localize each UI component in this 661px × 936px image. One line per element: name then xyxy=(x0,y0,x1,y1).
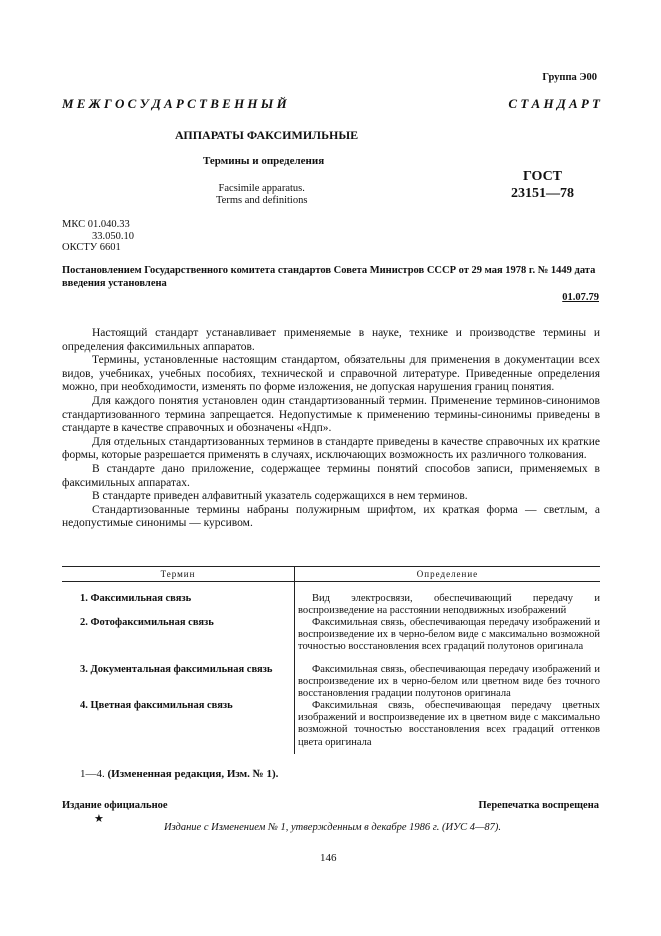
table-header-rule xyxy=(62,581,600,582)
decree-text: Постановлением Государственного комитета стандартов Совета Министров СССР от 29 мая 1978 г. № 1449 дата введения установлена xyxy=(62,265,596,289)
definition-3 xyxy=(298,664,600,701)
term-2: 2. Фотофаксимильная связь xyxy=(80,617,214,628)
table-top-rule xyxy=(62,566,600,567)
definition-4 xyxy=(298,700,600,749)
paragraph: Для каждого понятия установлен один стандартизованный термин. Применение терминов-синонимов стандартизованного термина запрещается. Недопустимые к применению термины-синонимы приведены в стандарте в качестве справочных и обозначены «Ндп». xyxy=(62,394,600,435)
introduction xyxy=(62,327,600,531)
gost-code: 23151—78 xyxy=(511,186,574,201)
table-column-divider xyxy=(294,566,295,754)
group-label: Группа Э00 xyxy=(542,72,597,83)
banner-standard: С Т А Н Д А Р Т xyxy=(508,96,600,111)
amendment-text: (Измененная редакция, Изм. № 1). xyxy=(107,768,279,780)
paragraph: В стандарте дано приложение, содержащее термины понятий способов записи, применяемых в факсимильных аппаратах. xyxy=(62,462,600,489)
reprint-prohibited: Перепечатка воспрещена xyxy=(478,800,599,811)
page-number: 146 xyxy=(320,852,337,864)
change-note: Издание с Изменением № 1, утвержденным в декабре 1986 г. (ИУС 4—87). xyxy=(164,822,501,833)
paragraph: Стандартизованные термины набраны полужирным шрифтом, их краткая форма — светлым, а недопустимые синонимы — курсивом. xyxy=(62,503,600,530)
banner-mezh: М Е Ж Г О С У Д А Р С Т В Е Н Н Ы Й xyxy=(62,96,287,111)
definition-text: Вид электросвязи, обеспечивающий передачу и воспроизведение на расстоянии неподвижных изображений xyxy=(298,593,600,617)
mks-line2: 33.050.10 xyxy=(92,230,134,242)
table-header-term: Термин xyxy=(160,569,196,579)
english-title-line1: Facsimile apparatus. xyxy=(218,183,305,194)
table-header-definition: Определение xyxy=(416,569,479,579)
mks-line1: МКС 01.040.33 xyxy=(62,219,130,230)
amendment-prefix: 1—4. xyxy=(80,768,108,780)
gost-label: ГОСТ xyxy=(522,169,563,184)
definition-text: Факсимильная связь, обеспечивающая передачу изображений и воспроизведение их в черно-белом или цветном виде без точного восстановления градации полутонов оригинала xyxy=(298,664,600,700)
star-icon: ★ xyxy=(94,813,104,825)
paragraph: Для отдельных стандартизованных терминов в стандарте приведены в качестве справочных их краткие формы, которые разрешается применять в случаях, исключающих возможность их различного толкования. xyxy=(62,435,600,462)
paragraph: Термины, установленные настоящим стандартом, обязательны для применения в документации всех видов, учебниках, учебных пособиях, технической и справочной литературе. Приведенные определения можно, при необходимости, изменять по форме изложения, не допуская нарушения границ понятия. xyxy=(62,354,600,394)
effective-date: 01.07.79 xyxy=(562,292,599,303)
document-title: АППАРАТЫ ФАКСИМИЛЬНЫЕ xyxy=(175,128,359,142)
definition-text: Факсимильная связь, обеспечивающая передачу изображений и воспроизведение их в черно-белом виде с максимально возможной точностью восстановления всех градаций полутонов оригинала xyxy=(298,617,600,653)
definition-text: Факсимильная связь, обеспечивающая передачу цветных изображений и воспроизведение их в цветном виде с максимально возможной точностью восстановления всех градаций оттенков цвета оригинала xyxy=(298,700,600,748)
gost-number xyxy=(511,168,574,202)
english-title-line2: Terms and definitions xyxy=(216,195,308,206)
english-title xyxy=(216,183,307,207)
definition-1 xyxy=(298,593,600,617)
paragraph: В стандарте приведен алфавитный указатель содержащихся в нем терминов. xyxy=(92,490,468,503)
official-edition: Издание официальное xyxy=(62,800,168,811)
okstu-line: ОКСТУ 6601 xyxy=(62,242,121,253)
amendment-note xyxy=(80,768,278,780)
classification-codes xyxy=(62,219,134,254)
standard-banner xyxy=(62,96,600,112)
term-3: 3. Документальная факсимильная связь xyxy=(80,664,273,675)
document-subtitle: Термины и определения xyxy=(203,155,325,167)
term-4: 4. Цветная факсимильная связь xyxy=(80,700,233,711)
definition-2 xyxy=(298,617,600,654)
paragraph: Настоящий стандарт устанавливает применяемые в науке, технике и производстве термины и определения факсимильных аппаратов. xyxy=(62,327,600,353)
term-1: 1. Факсимильная связь xyxy=(80,593,192,604)
